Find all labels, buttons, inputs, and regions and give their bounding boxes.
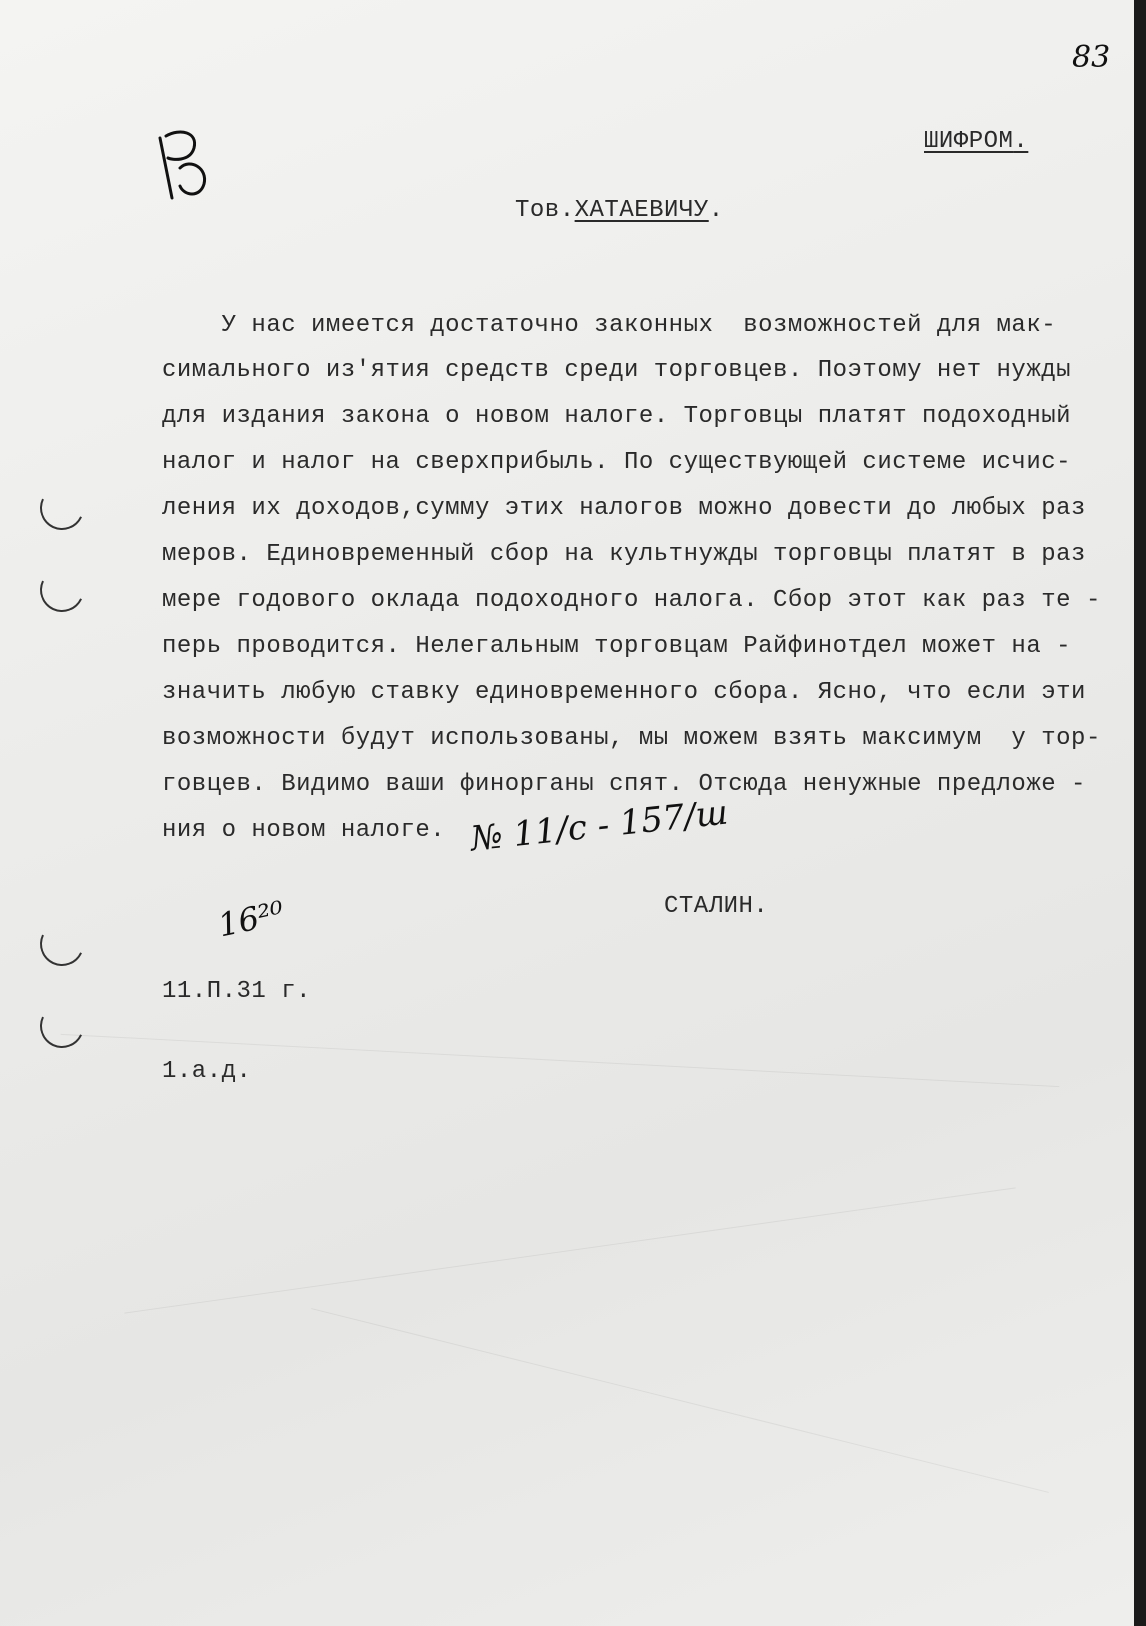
initials-mark <box>150 118 220 208</box>
body-line: говцев. Видимо ваши финорганы спят. Отсюда ненужные предложе - <box>162 771 1086 798</box>
body-line: перь проводится. Нелегальным торговцам Райфинотдел может на - <box>162 633 1072 660</box>
body-line: возможности будут использованы, мы можем взять максимум у тор- <box>162 725 1101 752</box>
addressee-prefix: Тов. <box>515 197 575 224</box>
punch-hole <box>34 916 90 972</box>
handwritten-time: 16²⁰ <box>214 893 288 945</box>
handwritten-number: № 11/с - 157/ш <box>468 792 730 860</box>
body-line: У нас имеется достаточно законных возможностей для мак- <box>162 312 1057 339</box>
body-line: симального из'ятия средств среди торговцев. Поэтому нет нужды <box>162 357 1072 384</box>
body-line: для издания закона о новом налоге. Торговцы платят подоходный <box>162 403 1072 430</box>
body-line: ления их доходов,сумму этих налогов можно довести до любых раз <box>162 495 1086 522</box>
paper-crease <box>311 1308 1049 1493</box>
signature: СТАЛИН. <box>664 893 769 920</box>
addressee <box>515 197 724 224</box>
body-line: ния о новом налоге. <box>162 817 446 844</box>
paper-crease <box>124 1187 1015 1313</box>
page-number: 83 <box>1072 40 1111 75</box>
punch-hole <box>34 998 90 1054</box>
classification-label: ШИФРОМ. <box>924 128 1029 155</box>
copy-note: 1.а.д. <box>162 1058 252 1085</box>
body-line: меров. Единовременный сбор на культнужды торговцы платят в раз <box>162 541 1086 568</box>
body-line: налог и налог на сверхприбыль. По существующей системе исчис- <box>162 449 1072 476</box>
document-date: 11.П.31 г. <box>162 978 312 1005</box>
addressee-name: ХАТАЕВИЧУ <box>574 197 709 224</box>
punch-hole <box>34 562 90 618</box>
body-line: мере годового оклада подоходного налога. Сбор этот как раз те - <box>162 587 1101 614</box>
body-line: значить любую ставку единовременного сбора. Ясно, что если эти <box>162 679 1086 706</box>
addressee-suffix: . <box>708 197 724 224</box>
punch-hole <box>34 480 90 536</box>
